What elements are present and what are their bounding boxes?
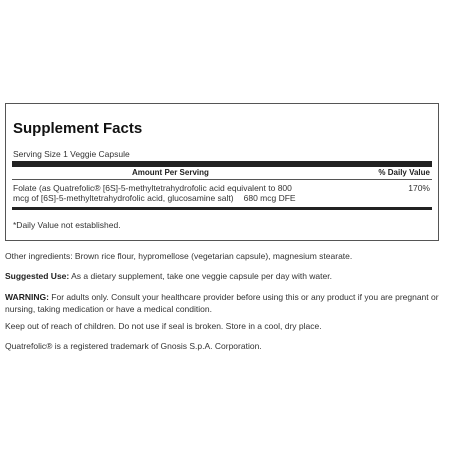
suggested-use-label: Suggested Use: (5, 271, 70, 281)
warning-text: For adults only. Consult your healthcare provider before using this or any product if you are pregnant or nursing, taking medication or have a medical condition. (5, 292, 439, 314)
trademark-notice: Quatrefolic® is a registered trademark of Gnosis S.p.A. Corporation. (5, 341, 262, 351)
storage-instructions: Keep out of reach of children. Do not use if seal is broken. Store in a cool, dry place. (5, 321, 322, 331)
warning-label: WARNING: (5, 292, 49, 302)
suggested-use-text: As a dietary supplement, take one veggie capsule per day with water. (69, 271, 332, 281)
facts-title: Supplement Facts (13, 120, 143, 137)
nutrient-name-line2 (13, 193, 296, 203)
other-ingredients: Other ingredients: Brown rice flour, hypromellose (vegetarian capsule), magnesium stearate. (5, 251, 353, 261)
thick-divider (12, 161, 432, 167)
warning (5, 291, 445, 315)
serving-size: Serving Size 1 Veggie Capsule (13, 149, 130, 159)
thin-divider (12, 179, 432, 180)
nutrient-daily-value: 170% (408, 183, 430, 193)
daily-value-footnote: *Daily Value not established. (13, 220, 121, 230)
nutrient-name-line1: Folate (as Quatrefolic® [6S]-5-methyltetrahydrofolic acid equivalent to 800 (13, 183, 292, 193)
medium-divider (12, 207, 432, 210)
nutrient-name-line2-text: mcg of [6S]-5-methyltetrahydrofolic acid, glucosamine salt) (13, 193, 234, 203)
supplement-facts-panel (5, 103, 439, 241)
amount-per-serving-header: Amount Per Serving (132, 168, 209, 177)
nutrient-amount: 680 mcg DFE (243, 193, 296, 203)
suggested-use (5, 270, 445, 282)
daily-value-header: % Daily Value (378, 168, 430, 177)
